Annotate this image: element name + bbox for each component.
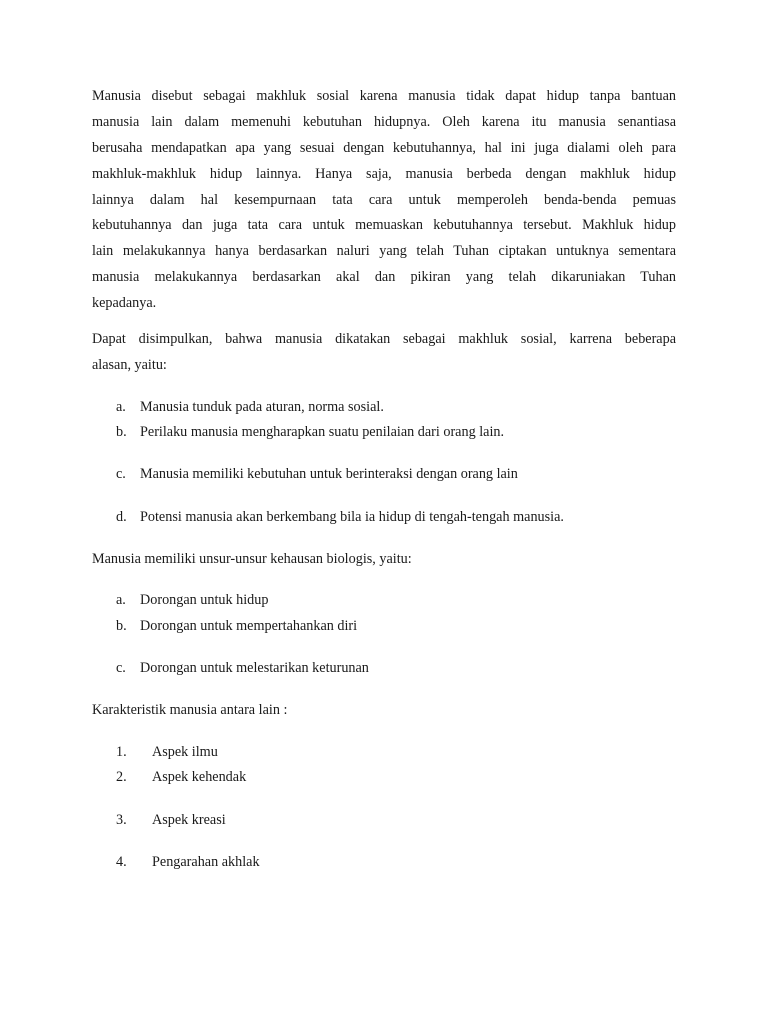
list-marker: c. xyxy=(116,466,126,482)
text-line: Dapat disimpulkan, bahwa manusia dikatakan sebagai makhluk sosial, karrena beberapa xyxy=(92,331,676,347)
list-marker: d. xyxy=(116,509,127,525)
list-item-text: Aspek kreasi xyxy=(152,812,226,828)
list-marker: c. xyxy=(116,660,126,676)
list-marker: a. xyxy=(116,399,126,415)
paragraph-biological-urges: Manusia memiliki unsur-unsur kehausan biologis, yaitu: xyxy=(92,551,412,567)
text-line: kepadanya. xyxy=(92,295,157,312)
list-marker: 2. xyxy=(116,769,127,785)
list-marker: b. xyxy=(116,618,127,634)
list-item-text: Pengarahan akhlak xyxy=(152,854,260,870)
text-line: lain melakukannya hanya berdasarkan naluri yang telah Tuhan ciptakan untuknya sementara xyxy=(92,243,676,260)
list-marker: 4. xyxy=(116,854,127,870)
list-marker: 3. xyxy=(116,812,127,828)
text-line: manusia lain dalam memenuhi kebutuhan hidupnya. Oleh karena itu manusia senantiasa xyxy=(92,113,676,130)
text-line: berusaha mendapatkan apa yang sesuai dengan kebutuhannya, hal ini juga dialami oleh para xyxy=(92,139,676,156)
paragraph-intro xyxy=(92,84,676,317)
list-item-text: Manusia tunduk pada aturan, norma sosial. xyxy=(140,399,384,415)
list-item-text: Aspek ilmu xyxy=(152,744,218,760)
list-item-text: Manusia memiliki kebutuhan untuk berinteraksi dengan orang lain xyxy=(140,466,518,482)
paragraph-characteristics: Karakteristik manusia antara lain : xyxy=(92,702,288,718)
list-item-text: Aspek kehendak xyxy=(152,769,247,785)
list-item-text: Dorongan untuk hidup xyxy=(140,592,269,608)
list-marker: a. xyxy=(116,592,126,608)
paragraph-conclusion xyxy=(92,327,676,379)
list-item-text: Dorongan untuk melestarikan keturunan xyxy=(140,660,369,676)
text-line: kebutuhannya dan juga tata cara untuk memuaskan kebutuhannya tersebut. Makhluk hidup xyxy=(92,217,676,234)
list-item-text: Dorongan untuk mempertahankan diri xyxy=(140,618,358,634)
text-line: manusia melakukannya berdasarkan akal dan pikiran yang telah dikaruniakan Tuhan xyxy=(92,269,676,286)
list-marker: 1. xyxy=(116,744,127,760)
text-line: makhluk-makhluk hidup lainnya. Hanya saja, manusia berbeda dengan makhluk hidup xyxy=(92,165,676,182)
text-line: lainnya dalam hal kesempurnaan tata cara untuk memperoleh benda-benda pemuas xyxy=(92,191,676,208)
text-line: Manusia disebut sebagai makhluk sosial karena manusia tidak dapat hidup tanpa bantuan xyxy=(92,88,676,104)
text-line: alasan, yaitu: xyxy=(92,356,167,373)
list-marker: b. xyxy=(116,424,127,440)
list-item-text: Potensi manusia akan berkembang bila ia hidup di tengah-tengah manusia. xyxy=(140,509,564,525)
list-item-text: Perilaku manusia mengharapkan suatu penilaian dari orang lain. xyxy=(140,424,505,440)
